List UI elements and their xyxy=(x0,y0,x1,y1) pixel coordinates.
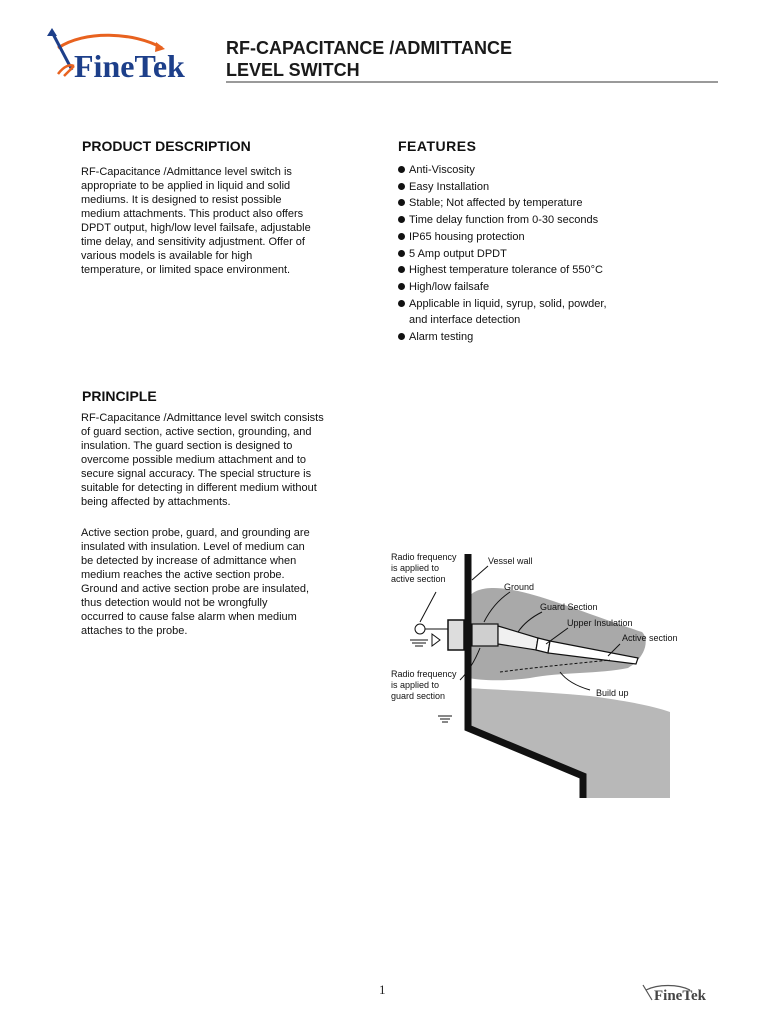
feature-item: Time delay function from 0-30 seconds xyxy=(398,212,698,229)
leader-build-up xyxy=(560,672,590,690)
label-vessel-wall: Vessel wall xyxy=(488,556,533,566)
ground-symbol-lower-icon xyxy=(438,716,452,722)
probe-ground-section xyxy=(472,624,498,646)
rf-source-symbol-icon xyxy=(415,624,425,634)
principle-paragraph-2: Active section probe, guard, and grounding are insulated with insulation. Level of medium can be detected by increase of admittance when medium reaches the active section probe. Ground and active section probe are insulated, thus detection would not be wrongfully occurred to cause false alarm when medium attaches to the probe. xyxy=(81,527,310,637)
label-active-section: Active section xyxy=(622,633,678,643)
product-description-text: RF-Capacitance /Admittance level switch is appropriate to be applied in liquid and solid mediums. It is designed to resist possible medium attachments. This product also offers DPDT output, high/low level failsafe, adjustable time delay, and sensitivity adjustment. Offer of various models is available for high temperature, or limited space environment. xyxy=(81,166,311,276)
label-rf-guard: Radio frequency is applied to guard section xyxy=(391,669,457,701)
leader-rf-active xyxy=(420,592,436,622)
logo-text: FineTek xyxy=(74,48,185,84)
feature-item: Stable; Not affected by temperature xyxy=(398,195,698,212)
label-build-up: Build up xyxy=(596,688,629,698)
feature-item: Anti-Viscosity xyxy=(398,162,698,179)
feature-item: 5 Amp output DPDT xyxy=(398,246,698,263)
feature-item: High/low failsafe xyxy=(398,279,698,296)
feature-item: IP65 housing protection xyxy=(398,229,698,246)
document-title-line1: RF-CAPACITANCE /ADMITTANCE xyxy=(226,38,512,58)
principle-heading: PRINCIPLE xyxy=(82,388,157,404)
rf-guard-symbol-icon xyxy=(432,634,440,646)
principle-paragraph-1: RF-Capacitance /Admittance level switch consists of guard section, active section, grounding, and insulation. The guard section is designed to overcome possible medium attachment and to secure signal accuracy. The special structure is suitable for detecting in different medium without being affected by attachments. xyxy=(81,412,324,508)
label-guard-section: Guard Section xyxy=(540,602,598,612)
ground-symbol-left-icon xyxy=(410,640,428,646)
label-rf-active: Radio frequency is applied to active section xyxy=(391,552,457,584)
footer-logo-text: FineTek xyxy=(654,988,706,1004)
feature-item: Highest temperature tolerance of 550°C xyxy=(398,262,698,279)
label-ground: Ground xyxy=(504,582,535,592)
page-number: 1 xyxy=(379,982,386,997)
feature-item: Applicable in liquid, syrup, solid, powder, and interface detection xyxy=(398,296,698,329)
features-heading: FEATURES xyxy=(398,138,477,154)
document-title-line2: LEVEL SWITCH xyxy=(226,60,360,80)
product-description-heading: PRODUCT DESCRIPTION xyxy=(82,138,251,154)
header-rule xyxy=(226,81,718,83)
features-list xyxy=(398,162,698,346)
leader-vessel-wall xyxy=(472,566,488,580)
probe-mount-nut xyxy=(448,620,464,650)
label-upper-insulation: Upper Insulation xyxy=(567,618,633,628)
feature-item: Easy Installation xyxy=(398,179,698,196)
footer-logo xyxy=(640,982,720,1006)
feature-item: Alarm testing xyxy=(398,329,698,346)
finetek-logo xyxy=(44,26,224,88)
